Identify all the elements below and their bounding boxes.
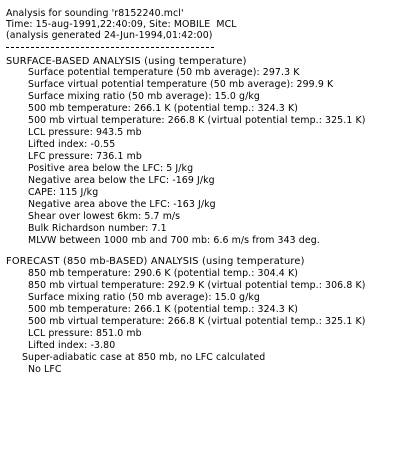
- surface-line: MLVW between 1000 mb and 700 mb: 6.6 m/s from 343 deg.: [28, 235, 320, 246]
- forecast-line: Surface mixing ratio (50 mb average): 15.0 g/kg: [28, 292, 260, 303]
- header-separator: [6, 47, 214, 48]
- surface-line: Negative area above the LFC: -163 J/kg: [28, 199, 216, 210]
- surface-line: LFC pressure: 736.1 mb: [28, 151, 142, 162]
- surface-line: Surface potential temperature (50 mb average): 297.3 K: [28, 67, 300, 78]
- report-time-site: Time: 15-aug-1991,22:40:09, Site: MOBILE MCL: [6, 19, 237, 30]
- surface-line: 500 mb virtual temperature: 266.8 K (virtual potential temp.: 325.1 K): [28, 115, 366, 126]
- surface-line: Shear over lowest 6km: 5.7 m/s: [28, 211, 181, 222]
- surface-line: Surface mixing ratio (50 mb average): 15.0 g/kg: [28, 91, 260, 102]
- surface-line: LCL pressure: 943.5 mb: [28, 127, 142, 138]
- forecast-note: No LFC: [28, 364, 62, 375]
- forecast-line: 850 mb temperature: 290.6 K (potential temp.: 304.4 K): [28, 268, 298, 279]
- forecast-line: 500 mb virtual temperature: 266.8 K (virtual potential temp.: 325.1 K): [28, 316, 366, 327]
- surface-line: CAPE: 115 J/kg: [28, 187, 99, 198]
- surface-line: Surface virtual potential temperature (50 mb average): 299.9 K: [28, 79, 334, 90]
- forecast-line: 850 mb virtual temperature: 292.9 K (virtual potential temp.: 306.8 K): [28, 280, 366, 291]
- surface-line: Bulk Richardson number: 7.1: [28, 223, 167, 234]
- surface-line: Negative area below the LFC: -169 J/kg: [28, 175, 215, 186]
- surface-line: 500 mb temperature: 266.1 K (potential temp.: 324.3 K): [28, 103, 298, 114]
- forecast-heading: FORECAST (850 mb-BASED) ANALYSIS (using temperature): [6, 256, 305, 267]
- surface-line: Lifted index: -0.55: [28, 139, 116, 150]
- forecast-line: 500 mb temperature: 266.1 K (potential temp.: 324.3 K): [28, 304, 298, 315]
- report-title: Analysis for sounding 'r8152240.mcl': [6, 8, 184, 19]
- surface-based-heading: SURFACE-BASED ANALYSIS (using temperature): [6, 56, 247, 67]
- report-generated-date: (analysis generated 24-Jun-1994,01:42:00): [6, 30, 213, 41]
- forecast-note: Super-adiabatic case at 850 mb, no LFC calculated: [22, 352, 266, 363]
- forecast-line: Lifted index: -3.80: [28, 340, 116, 351]
- surface-line: Positive area below the LFC: 5 J/kg: [28, 163, 194, 174]
- forecast-line: LCL pressure: 851.0 mb: [28, 328, 142, 339]
